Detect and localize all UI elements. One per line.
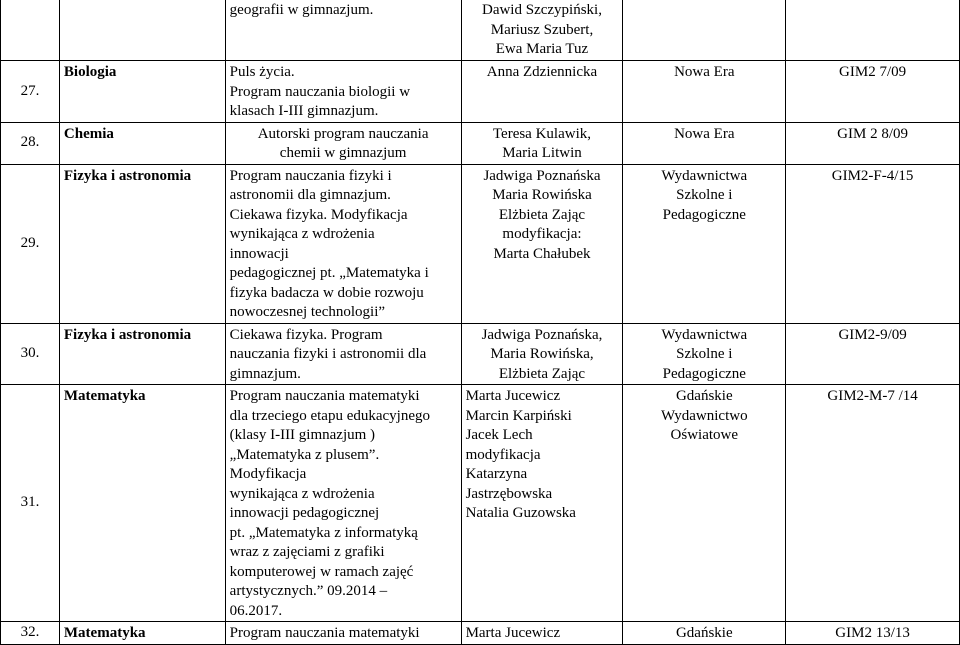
row-number-cell: 32. [1, 622, 60, 645]
program-cell: Program nauczania matematyki dla trzeciego etapu edukacyjnego (klasy I-III gimnazjum ) „Matematyka z plusem”. Modyfikacja wynikająca z wdrożenia innowacji pedagogicznej pt. „Matematyka z informatyką wraz z zajęciami z grafiki komputerowej w ramach zajęć artystycznych.” 09.2014 – 06.2017. [225, 385, 461, 622]
publisher-cell: Gdańskie [623, 622, 786, 645]
subject-cell [59, 0, 225, 61]
program-cell: Program nauczania fizyki i astronomii dla gimnazjum. Ciekawa fizyka. Modyfikacja wynikająca z wdrożenia innowacji pedagogicznej pt. „Matematyka i fizyka badacza w dobie rozwoju nowoczesnej technologii” [225, 164, 461, 323]
table-row [1, 122, 960, 164]
subject-cell: Biologia [59, 61, 225, 123]
authors-cell: Marta Jucewicz [461, 622, 623, 645]
publisher-cell [623, 0, 786, 61]
code-cell: GIM 2 8/09 [786, 122, 960, 164]
table-row [1, 61, 960, 123]
authors-cell: Marta Jucewicz Marcin Karpiński Jacek Lech modyfikacja Katarzyna Jastrzębowska Natalia Guzowska [461, 385, 623, 622]
code-cell: GIM2-M-7 /14 [786, 385, 960, 622]
program-cell: Program nauczania matematyki [225, 622, 461, 645]
authors-cell: Anna Zdziennicka [461, 61, 623, 123]
program-cell: Puls życia. Program nauczania biologii w klasach I-III gimnazjum. [225, 61, 461, 123]
authors-cell: Jadwiga Poznańska, Maria Rowińska, Elżbieta Zając [461, 323, 623, 385]
subject-cell: Fizyka i astronomia [59, 323, 225, 385]
subject-cell: Fizyka i astronomia [59, 164, 225, 323]
code-cell: GIM2 7/09 [786, 61, 960, 123]
row-number-cell: 30. [1, 323, 60, 385]
code-cell [786, 0, 960, 61]
table-row [1, 385, 960, 622]
publisher-cell: Nowa Era [623, 122, 786, 164]
table-row [1, 0, 960, 61]
publisher-cell: Nowa Era [623, 61, 786, 123]
subject-cell: Chemia [59, 122, 225, 164]
authors-cell: Teresa Kulawik, Maria Litwin [461, 122, 623, 164]
authors-cell: Dawid Szczypiński, Mariusz Szubert, Ewa Maria Tuz [461, 0, 623, 61]
publisher-cell: Wydawnictwa Szkolne i Pedagogiczne [623, 323, 786, 385]
row-number-cell: 28. [1, 122, 60, 164]
row-number-cell: 31. [1, 385, 60, 622]
row-number-cell: 29. [1, 164, 60, 323]
publisher-cell: Gdańskie Wydawnictwo Oświatowe [623, 385, 786, 622]
program-cell: geografii w gimnazjum. [225, 0, 461, 61]
row-number-cell [1, 0, 60, 61]
subject-cell: Matematyka [59, 385, 225, 622]
program-cell: Autorski program nauczania chemii w gimnazjum [225, 122, 461, 164]
subject-cell: Matematyka [59, 622, 225, 645]
code-cell: GIM2-9/09 [786, 323, 960, 385]
code-cell: GIM2-F-4/15 [786, 164, 960, 323]
table-row [1, 323, 960, 385]
program-cell: Ciekawa fizyka. Program nauczania fizyki i astronomii dla gimnazjum. [225, 323, 461, 385]
table-row [1, 164, 960, 323]
authors-cell: Jadwiga Poznańska Maria Rowińska Elżbieta Zając modyfikacja: Marta Chałubek [461, 164, 623, 323]
row-number-cell: 27. [1, 61, 60, 123]
code-cell: GIM2 13/13 [786, 622, 960, 645]
table-row [1, 622, 960, 645]
publisher-cell: Wydawnictwa Szkolne i Pedagogiczne [623, 164, 786, 323]
